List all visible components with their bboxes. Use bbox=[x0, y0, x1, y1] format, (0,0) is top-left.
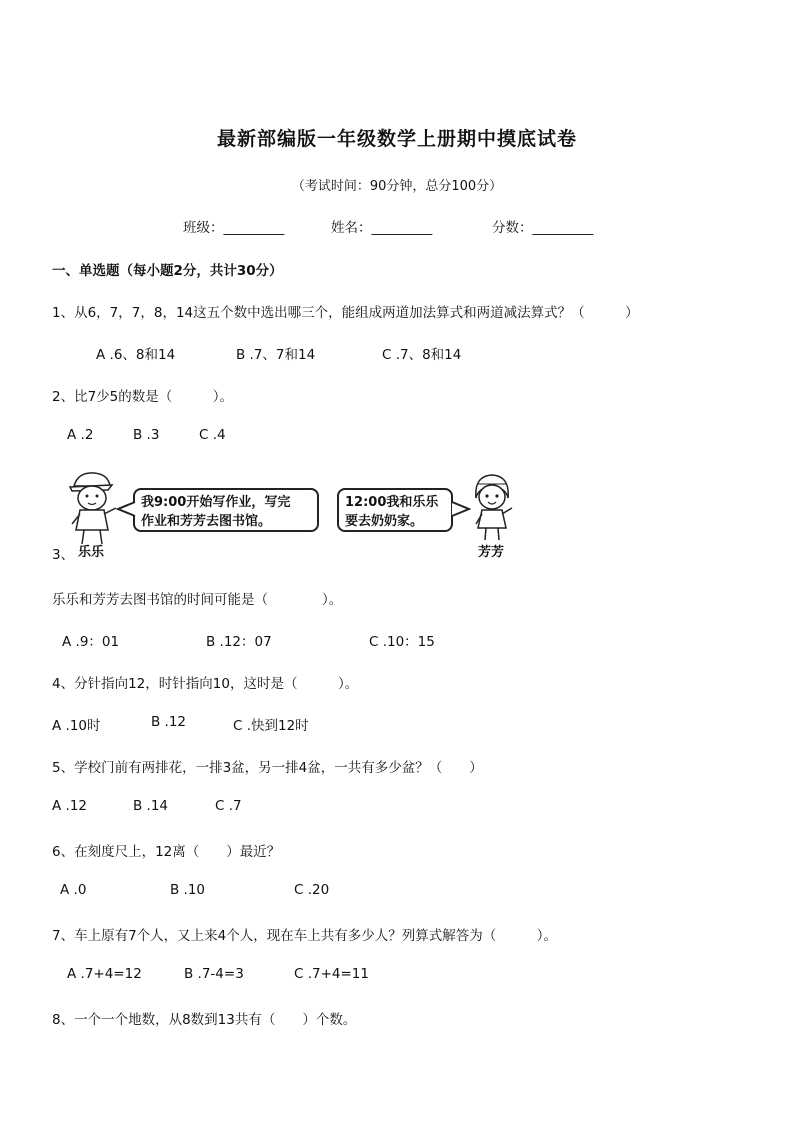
q1-option-c: C .7、8和14 bbox=[382, 347, 462, 363]
char-label-lele: 乐乐 bbox=[78, 545, 105, 560]
q2-option-a: A .2 bbox=[67, 427, 94, 443]
question-3: 乐乐和芳芳去图书馆的时间可能是（ ）。 bbox=[52, 592, 343, 608]
page-title: 最新部编版一年级数学上册期中摸底试卷 bbox=[216, 128, 577, 150]
question-1: 1、从6，7，7，8，14这五个数中选出哪三个，能组成两道加法算式和两道减法算式？（ ） bbox=[52, 305, 639, 321]
q5-option-b: B .14 bbox=[133, 798, 169, 814]
score-field: 分数：_________ bbox=[492, 220, 594, 236]
q4-option-b: B .12 bbox=[151, 714, 187, 730]
q7-option-a: A .7+4=12 bbox=[67, 966, 142, 982]
name-field: 姓名：_________ bbox=[331, 220, 433, 236]
q6-option-c: C .20 bbox=[294, 882, 330, 898]
q7-option-b: B .7-4=3 bbox=[184, 966, 244, 982]
q2-option-b: B .3 bbox=[133, 427, 160, 443]
q4-option-c: C .快到12时 bbox=[233, 718, 309, 734]
q6-option-a: A .0 bbox=[60, 882, 87, 898]
question-4: 4、分针指向12，时针指向10，这时是（ ）。 bbox=[52, 676, 359, 692]
speech-bubble-right bbox=[337, 488, 453, 532]
boy-illustration bbox=[62, 468, 122, 548]
bubble-left-line-1: 我9:00开始写作业，写完 bbox=[141, 495, 291, 510]
q7-option-c: C .7+4=11 bbox=[294, 966, 369, 982]
q5-option-a: A .12 bbox=[52, 798, 87, 814]
q5-option-c: C .7 bbox=[215, 798, 242, 814]
q1-option-a: A .6、8和14 bbox=[96, 347, 176, 363]
exam-subtitle: （考试时间：90分钟，总分100分） bbox=[291, 179, 503, 194]
bubble-left-pointer bbox=[116, 500, 136, 518]
question-3-number: 3、 bbox=[52, 547, 75, 563]
class-field: 班级：_________ bbox=[183, 220, 285, 236]
speech-bubble-left bbox=[133, 488, 319, 532]
question-2: 2、比7少5的数是（ ）。 bbox=[52, 389, 234, 405]
q3-option-b: B .12：07 bbox=[206, 634, 272, 650]
section-heading: 一、单选题（每小题2分，共计30分） bbox=[52, 263, 283, 279]
question-8: 8、一个一个地数，从8数到13共有（ ）个数。 bbox=[52, 1012, 357, 1028]
q2-option-c: C .4 bbox=[199, 427, 226, 443]
q1-option-b: B .7、7和14 bbox=[236, 347, 316, 363]
q3-option-a: A .9：01 bbox=[62, 634, 120, 650]
bubble-right-line-1: 12:00我和乐乐 bbox=[345, 495, 439, 510]
girl-illustration bbox=[466, 470, 518, 542]
q6-option-b: B .10 bbox=[170, 882, 206, 898]
question-6: 6、在刻度尺上，12离（ ）最近？ bbox=[52, 844, 281, 860]
question-7: 7、车上原有7个人，又上来4个人，现在车上共有多少人？列算式解答为（ ）。 bbox=[52, 928, 558, 944]
q4-option-a: A .10时 bbox=[52, 718, 101, 734]
question-5: 5、学校门前有两排花，一排3盆，另一排4盆，一共有多少盆？（ ） bbox=[52, 760, 483, 776]
char-label-fangfang: 芳芳 bbox=[478, 545, 505, 560]
bubble-right-line-2: 要去奶奶家。 bbox=[345, 514, 424, 529]
bubble-left-line-2: 作业和芳芳去图书馆。 bbox=[141, 514, 272, 529]
q3-option-c: C .10：15 bbox=[369, 634, 435, 650]
